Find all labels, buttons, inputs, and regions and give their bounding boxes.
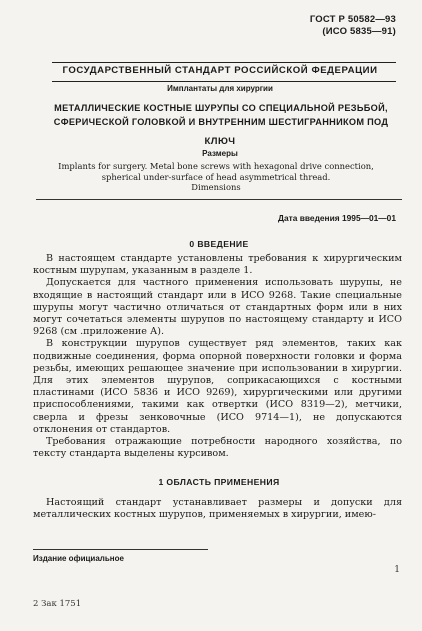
english-title-line-3: Dimensions — [191, 182, 241, 192]
page-number: 1 — [394, 565, 400, 575]
title-line-2: СФЕРИЧЕСКОЙ ГОЛОВКОЙ И ВНУТРЕННИМ ШЕСТИГРАННИКОМ ПОД — [53, 117, 389, 127]
introduction-date — [278, 213, 396, 223]
date-label: Дата введения — [278, 213, 340, 223]
english-title — [28, 161, 404, 193]
standard-title: ГОСУДАРСТВЕННЫЙ СТАНДАРТ РОССИЙСКОЙ ФЕДЕРАЦИИ — [62, 65, 378, 76]
order-number: 2 Зак 1751 — [33, 599, 82, 609]
divider-top — [52, 62, 396, 63]
edition-note: Издание официальное — [33, 554, 124, 563]
section-heading-scope: 1 ОБЛАСТЬ ПРИМЕНЕНИЯ — [158, 477, 280, 487]
footer-divider — [33, 549, 208, 550]
paragraph: В настоящем стандарте установлены требования к хирургическим костным шурупам, указанным в разделе 1. — [33, 253, 402, 277]
divider-title — [36, 199, 402, 200]
english-title-line-2: spherical under-surface of head asymmetrical thread. — [101, 171, 331, 182]
standard-number — [310, 14, 396, 38]
date-value: 1995—01—01 — [341, 213, 396, 223]
iso-number: (ИСО 5835—91) — [322, 26, 396, 37]
paragraph: Допускается для частного применения использовать шурупы, не входящие в настоящий стандарт или в ИСО 9268. Такие специальные шурупы могут частично отличаться от стандартных форм или в них могут сочетаться элементы шурупов по настоящему стандарту и ИСО 9268 (см .приложение А). — [33, 277, 402, 338]
english-title-line-1: Implants for surgery. Metal bone screws with hexagonal drive connection, — [58, 161, 374, 171]
gost-number: ГОСТ Р 50582—93 — [309, 14, 396, 25]
introduction-text — [33, 253, 402, 460]
paragraph: Настоящий стандарт устанавливает размеры и допуски для металлических костных шурупов, применяемых в хирургии, имею- — [33, 497, 402, 521]
title-line-3: КЛЮЧ — [204, 136, 236, 147]
title-line-1: МЕТАЛЛИЧЕСКИЕ КОСТНЫЕ ШУРУПЫ СО СПЕЦИАЛЬНОЙ РЕЗЬБОЙ, — [54, 103, 388, 113]
section-heading-introduction: 0 ВВЕДЕНИЕ — [189, 239, 249, 249]
subtitle: Размеры — [202, 149, 238, 158]
category-heading: Имплантаты для хирургии — [167, 84, 273, 93]
divider-second — [52, 81, 396, 82]
paragraph: В конструкции шурупов существует ряд элементов, таких как подвижные соединения, форма опорной поверхности головки и форма резьбы, имеющих решающее значение при использовании в хирургии. Для этих элементов шурупов, соприкасающихся с костными пластинами (ИСО 5836 и ИСО 9269), хирургическими или другими приспособлениями, такими как отвертки (ИСО 8319—2), метчики, сверла и фрезы зенковочные (ИСО 9714—1), не допускаются отклонения от стандартов. — [33, 338, 402, 435]
scope-text — [33, 497, 402, 521]
paragraph: Требования отражающие потребности народного хозяйства, по тексту стандарта выделены курсивом. — [33, 436, 402, 460]
document-title — [32, 101, 410, 129]
